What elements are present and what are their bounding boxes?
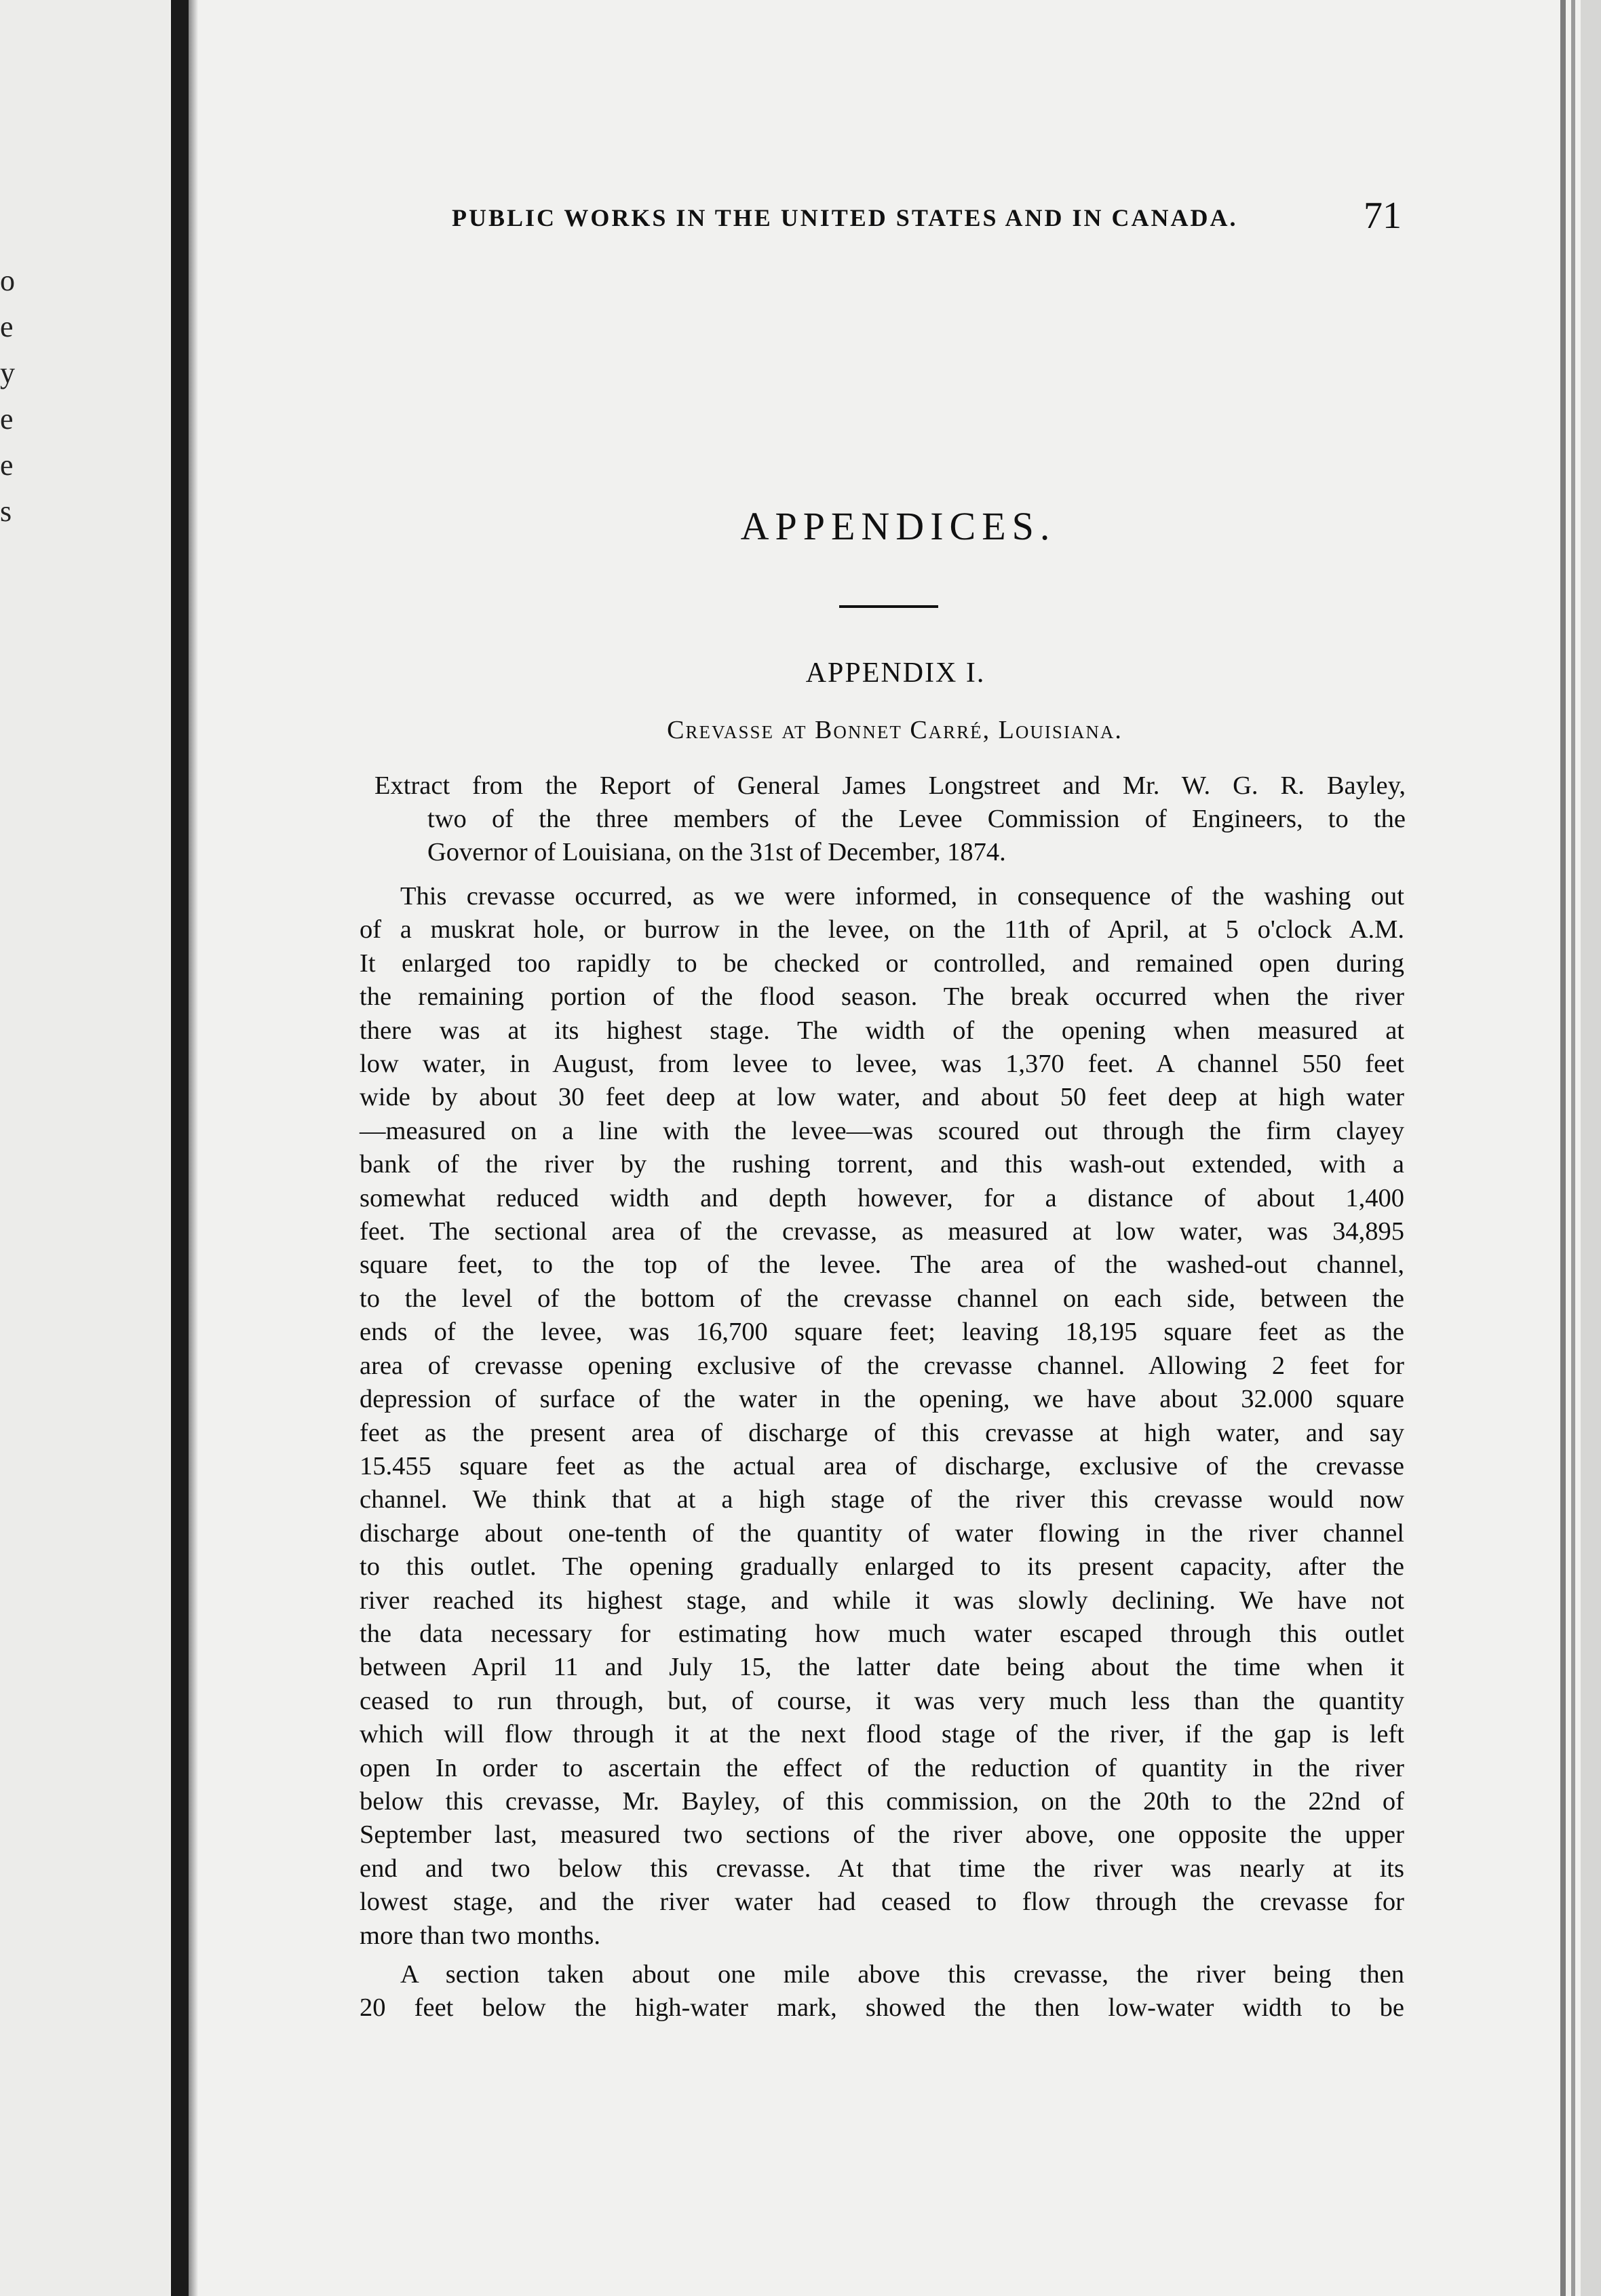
text-line: bank of the river by the rushing torrent, and this wash-out extended, with a	[360, 1150, 1404, 1179]
text-line: to this outlet. The opening gradually enlarged to its present capacity, after the	[360, 1552, 1404, 1582]
appendix-heading: APPENDIX I.	[805, 657, 986, 689]
gutter-shadow	[189, 0, 198, 2296]
text-line: open In order to ascertain the effect of the reduction of quantity in the river	[360, 1753, 1404, 1782]
text-line: ends of the levee, was 16,700 square feet; leaving 18,195 square feet as the	[360, 1318, 1404, 1347]
previous-page-letters	[0, 258, 20, 535]
intro-line: Extract from the Report of General James Longstreet and Mr. W. G. R. Bayley,	[374, 771, 1406, 800]
text-line: lowest stage, and the river water had ceased to flow through the crevasse for	[360, 1888, 1404, 1917]
text-line: which will flow through it at the next flood stage of the river, if the gap is left	[360, 1720, 1404, 1749]
text-line: area of crevasse opening exclusive of the crevasse channel. Allowing 2 feet for	[360, 1351, 1404, 1380]
text-line: ceased to run through, but, of course, it was very much less than the quantity	[360, 1686, 1404, 1715]
text-line: discharge about one-tenth of the quantity of water flowing in the river channel	[360, 1518, 1404, 1548]
paragraph	[360, 880, 1404, 1953]
text-line: end and two below this crevasse. At that time the river was nearly at its	[360, 1854, 1404, 1883]
text-line: river reached its highest stage, and while it was slowly declining. We have not	[360, 1586, 1404, 1615]
text-line: feet. The sectional area of the crevasse, as measured at low water, was 34,895	[360, 1217, 1404, 1246]
title-rule	[839, 605, 938, 608]
intro-line: two of the three members of the Levee Commission of Engineers, to the	[427, 805, 1406, 833]
text-line: —measured on a line with the levee—was scoured out through the firm clayey	[360, 1116, 1404, 1145]
margin-letter: e	[0, 448, 14, 482]
page-edge	[1581, 0, 1601, 2296]
text-line: It enlarged too rapidly to be checked or controlled, and remained open during	[360, 949, 1404, 978]
text-line: to the level of the bottom of the crevasse channel on each side, between the	[360, 1284, 1404, 1313]
text-line: of a muskrat hole, or burrow in the levee, on the 11th of April, at 5 o'clock A.M.	[360, 915, 1404, 944]
text-line: This crevasse occurred, as we were informed, in consequence of the washing out	[400, 882, 1404, 911]
paragraph	[360, 1958, 1404, 2025]
text-line: between April 11 and July 15, the latter date being about the time when it	[360, 1653, 1404, 1682]
previous-page-margin	[0, 0, 170, 2296]
appendix-subheading: Crevasse at Bonnet Carré, Louisiana.	[667, 716, 1123, 744]
text-line: low water, in August, from levee to levee, was 1,370 feet. A channel 550 feet	[360, 1050, 1404, 1079]
text-line: there was at its highest stage. The width of the opening when measured at	[360, 1016, 1404, 1045]
text-line: the data necessary for estimating how much water escaped through this outlet	[360, 1619, 1404, 1648]
book-gutter	[171, 0, 189, 2296]
text-line: square feet, to the top of the levee. The area of the washed-out channel,	[360, 1250, 1404, 1280]
page-edge	[1560, 0, 1566, 2296]
text-line: feet as the present area of discharge of this crevasse at high water, and say	[360, 1418, 1404, 1447]
text-line: wide by about 30 feet deep at low water, and about 50 feet deep at high water	[360, 1083, 1404, 1112]
text-line: somewhat reduced width and depth however, for a distance of about 1,400	[360, 1183, 1404, 1212]
text-line: September last, measured two sections of the river above, one opposite the upper	[360, 1820, 1404, 1850]
extract-intro	[374, 769, 1406, 869]
appendices-title: APPENDICES.	[740, 504, 1056, 548]
text-line: more than two months.	[360, 1921, 601, 1950]
body-text	[360, 880, 1404, 2025]
running-head: PUBLIC WORKS IN THE UNITED STATES AND IN CANADA.	[452, 204, 1238, 231]
intro-line: Governor of Louisiana, on the 31st of December, 1874.	[427, 838, 1006, 866]
text-line: A section taken about one mile above this crevasse, the river being then	[400, 1960, 1404, 1989]
text-line: below this crevasse, Mr. Bayley, of this commission, on the 20th to the 22nd of	[360, 1786, 1404, 1816]
margin-letter: y	[0, 356, 15, 389]
margin-letter: e	[0, 310, 14, 343]
margin-letter: o	[0, 264, 15, 297]
text-line: channel. We think that at a high stage of the river this crevasse would now	[360, 1485, 1404, 1514]
page-edge	[1571, 0, 1575, 2296]
text-line: 15.455 square feet as the actual area of discharge, exclusive of the crevasse	[360, 1451, 1404, 1480]
text-line: the remaining portion of the flood season. The break occurred when the river	[360, 982, 1404, 1012]
margin-letter: e	[0, 402, 14, 436]
margin-letter: s	[0, 495, 12, 528]
text-line: depression of surface of the water in the opening, we have about 32.000 square	[360, 1385, 1404, 1414]
text-line: 20 feet below the high-water mark, showed the then low-water width to be	[360, 1993, 1404, 2023]
page-number: 71	[1364, 195, 1402, 237]
